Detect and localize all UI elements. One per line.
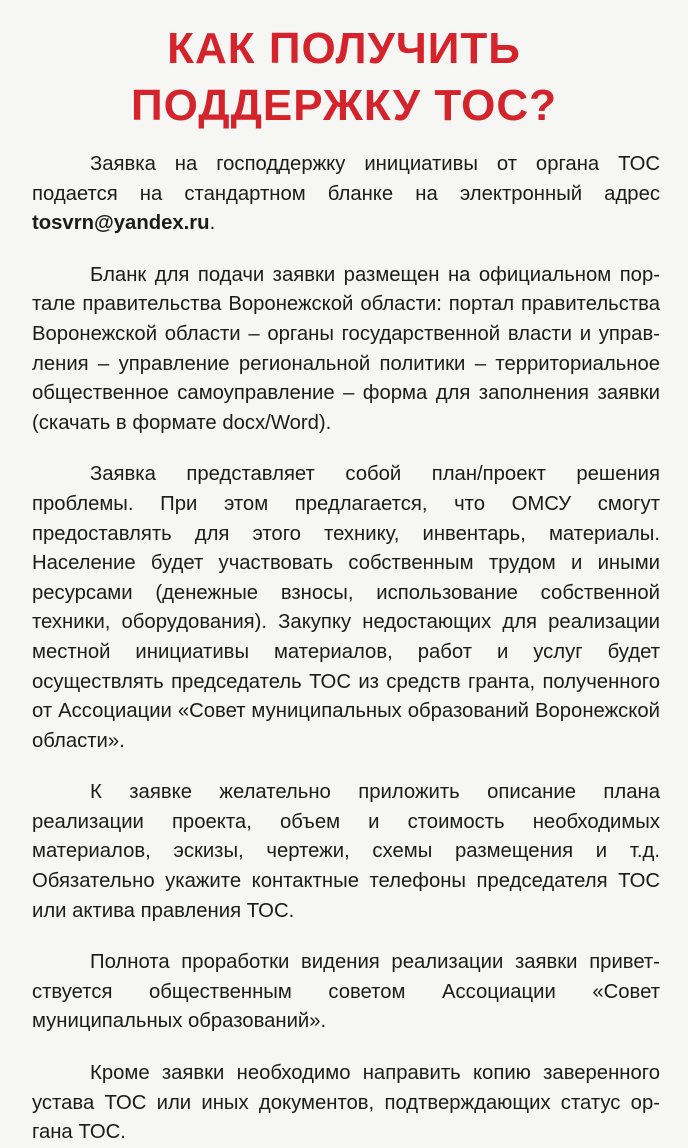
page-title	[0, 0, 688, 134]
paragraph-charter-copy: Кроме заявки необходимо направить копию заверенного устава ТОС или иных документов, подтверждающих статус органа ТОС.	[32, 1062, 660, 1144]
paragraph-1-text: Заявка на господдержку инициативы от органа ТОС подается на стандартном бланке на электронный адрес	[32, 153, 660, 205]
paragraph-application-email	[32, 150, 660, 239]
paragraph-1-end: .	[209, 212, 216, 235]
title-line-2: ПОДДЕРЖКУ ТОС?	[130, 81, 558, 130]
paragraph-application-plan: Заявка представляет собой план/проект решения проблемы. При этом предлагается, что ОМСУ смогут предоставлять для этого технику, инвентарь, материалы. Население будет участвовать собственным трудом и иными ресурсами (денежные взносы, использование собственной техники, оборудования). Закупку недостающих для реализации местной инициативы материалов, работ и услуг будет осуществлять председатель ТОС из средств гранта, полученного от Ассоциации «Совет муниципальных образований Воронежской области».	[32, 463, 660, 752]
document-body	[32, 150, 660, 1148]
title-line-1: КАК ПОЛУЧИТЬ	[167, 24, 521, 73]
email-address: tosvrn@yandex.ru	[32, 212, 210, 235]
paragraph-attachments: К заявке желательно приложить описание плана реализации проекта, объем и стоимость необходимых материалов, эскизы, чертежи, схемы размещения и т.д. Обязательно укажите контактные телефоны председателя ТОС или актива правления ТОС.	[32, 781, 660, 922]
paragraph-council-approval: Полнота проработки видения реализации заявки приветствуется общественным советом Ассоциации «Совет муниципальных образований».	[32, 951, 660, 1033]
paragraph-form-location: Бланк для подачи заявки размещен на официальном портале правительства Воронежской области: портал правительства Воронежской области – органы государственной власти и управления – управление региональной политики – территориальное общественное самоуправление – форма для заполнения заявки (скачать в формате docx/Word).	[32, 263, 660, 434]
